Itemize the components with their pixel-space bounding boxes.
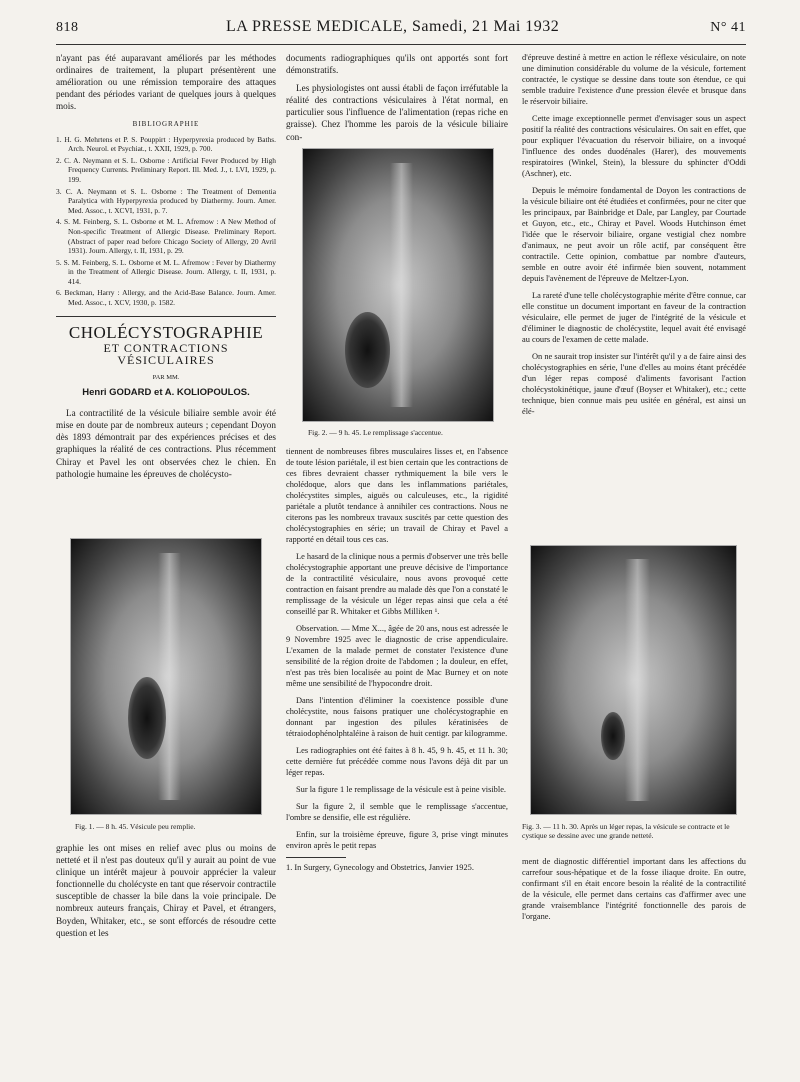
observation-paragraph: Observation. — Mme X..., âgée de 20 ans, nous est adressée le 9 Novembre 1925 avec le diagnostic de crise appendiculaire. L'examen de la malade permet de constater l'existence d'une sensibilité de la région droite de l'abdomen ; la douleur, en effet, n'est pas très bien localisée au point de Mac Burney et on note même une sensibilité de l'hypocondre droit. — [286, 624, 508, 688]
article-paragraph: La rareté d'une telle cholécystographie mérite d'être connue, car elle constitue un document important en faveur de la contraction vésiculaire, elle permet de juger de l'intégrité de la vésicule et d'éliminer le diagnostic de cholécystite, lequel avait été envisagé au cours de l'examen de cette malade. — [522, 291, 746, 344]
bibliography-heading: BIBLIOGRAPHIE — [132, 120, 200, 129]
page-number: 818 — [56, 20, 79, 35]
bibliography-list — [56, 135, 276, 308]
article-paragraph: Les radiographies ont été faites à 8 h. 45, 9 h. 45, et 11 h. 30; cette dernière fut précédée comme nous l'avons déjà dit par un léger repas. — [286, 746, 508, 777]
article-title: CHOLÉCYSTOGRAPHIE — [68, 322, 264, 342]
article-paragraph: ment de diagnostic différentiel important dans les affections du carrefour sous-hépatique et de la fosse iliaque droite. En outre, confirmant s'il en était encore besoin la réalité de la contractilité de la vésicule, elle permet dans certains cas d'affirmer avec une grande vraisemblance l'intégrité fonctionnelle des parois de l'organe. — [522, 857, 746, 921]
article-paragraph: Dans l'intention d'éliminer la coexistence possible d'une cholécystite, nous faisons pratiquer une cholécystographie en donnant par ingestion des pilules kératinisées de tétraiodophénolphtaléine à raison de huit centigr. par kilogramme. — [286, 696, 508, 738]
figure-1-caption: Fig. 1. — 8 h. 45. Vésicule peu remplie. — [75, 822, 196, 831]
section-divider — [56, 316, 276, 317]
article-paragraph: tiennent de nombreuses fibres musculaires lisses et, en l'absence de toute lésion pariétale, il est bien certain que les contractions de ces fibres devraient chasser rythmiquement la bile vers le cholédoque, alors que dans les inflammations pariétales, cholécystites simples, aiguës ou calculeuses, etc., la rigidité pariétale a plutôt tendance à annihiler ces contractions. Nous ne citerons pas les nombreux travaux suscités par cette question des cholécystographies en série; un travail de Chiray et Pavel a rapporté en détail tous ces cas. — [286, 447, 508, 544]
article-paragraph: Depuis le mémoire fondamental de Doyon les contractions de la vésicule biliaire ont été étudiées et confirmées, pour ne citer que les principaux, par Bainbridge et Dale, par Langley, par Courtade et Guyon, etc., etc., Chiray et Pavel. Woods Hutchinson émet l'idée que le réservoir biliaire, organe vestigial chez nombre d'animaux, ne peut avoir un rôle actif, par conséquent être contractile. Cette opinion, combattue par nombre d'auteurs, semble en outre avoir été infirmée bien souvent, notamment depuis l'avènement de l'épreuve de Meltzer-Lyon. — [522, 186, 746, 283]
column-1 — [56, 52, 276, 486]
article-paragraph: On ne saurait trop insister sur l'intérêt qu'il y a de faire ainsi des cholécystographies en série, l'une d'elles au moins étant précédée d'un léger repas composé d'aliments favorisant l'action cholécystokinétique, jaune d'œuf (Boyser et Whitaker), etc.; cette technique, bien connue mais peu usitée en général, est ainsi un élé- — [522, 352, 746, 416]
journal-title: LA PRESSE MEDICALE, Samedi, 21 Mai 1932 — [226, 18, 560, 35]
footnote: 1. In Surgery, Gynecology and Obstetrics, Janvier 1925. — [286, 863, 474, 872]
bibliography-item: 5. S. M. Feinberg, S. L. Osborne et M. L. Afremow : Fever by Diathermy in the Treatment of Allergic Disease. Journ. Allergy, t. II, 1931, p. 414. — [56, 257, 276, 286]
xray-image-2 — [303, 149, 493, 421]
page-header — [56, 18, 746, 44]
figure-3 — [530, 545, 737, 815]
article-authors: Henri GODARD et A. KOLIOPOULOS. — [82, 387, 250, 399]
column-2 — [286, 52, 508, 149]
column-2-bottom — [286, 446, 508, 879]
xray-image-1 — [71, 539, 261, 814]
article-paragraph: d'épreuve destiné à mettre en action le réflexe vésiculaire, on note une diminution considérable du volume de la vésicule, fortement contractée, le cystique se dessine dans toute son étendue, ce qui semble traduire l'existence d'une pression élevée et brusque dans le réservoir biliaire. — [522, 53, 746, 106]
bibliography-item: 6. Beckman, Harry : Allergy, and the Acid-Base Balance. Journ. Amer. Med. Assoc., t. XCV, 1930, p. 1582. — [56, 288, 276, 308]
issue-number: N° 41 — [710, 20, 746, 35]
xray-image-3 — [531, 546, 736, 814]
column-3-bottom — [522, 856, 746, 928]
article-paragraph: Sur la figure 2, il semble que le remplissage s'accentue, l'ombre se densifie, elle est régulière. — [286, 802, 508, 822]
article-paragraph: documents radiographiques qu'ils ont apportés sont fort démonstratifs. — [286, 53, 508, 76]
figure-2-caption: Fig. 2. — 9 h. 45. Le remplissage s'accentue. — [308, 428, 443, 437]
byline-par: PAR MM. — [152, 373, 180, 381]
bibliography-item: 4. S. M. Feinberg, S. L. Osborne et M. L. Afremow : A New Method of Non-specific Treatment of Allergic Disease. Preliminary Report. (Abstract of paper read before Chicago Society of Allergy, 20 Avril 1931). Journ. Allergy, t. II, 1931, p. 29. — [56, 217, 276, 256]
bibliography-item: 2. C. A. Neymann et S. L. Osborne : Artificial Fever Produced by High Frequency Currents. Preliminary Report. Ill. Med. J., t. LVI, 1929, p. 199. — [56, 155, 276, 184]
intro-paragraph: n'ayant pas été auparavant améliorés par les méthodes ordinaires de traitement, la plupart présentèrent une amélioration ou une rémission temporaire des attaques pendant des périodes variant de quelques jours à quelques mois. — [56, 53, 276, 112]
header-rule — [56, 44, 746, 45]
article-paragraph: Sur la figure 1 le remplissage de la vésicule est à peine visible. — [296, 785, 507, 794]
column-1-bottom — [56, 842, 276, 945]
figure-2 — [302, 148, 494, 422]
article-paragraph: graphie les ont mises en relief avec plus ou moins de netteté et il n'est pas douteux qu'il y aurait au point de vue clinique un intérêt majeur à pouvoir apprécier la valeur fonctionnelle du cholécyste en tant que réservoir contractile susceptible de chasser la bile dans la voie principale. De nombreux auteurs français, Chiray et Pavel, et étrangers, Boyden, Whitaker, etc., se sont efforcés de résoudre cette question et les — [56, 843, 276, 938]
article-paragraph: Le hasard de la clinique nous a permis d'observer une très belle cholécystographie apportant une preuve décisive de l'importance de la contractilité vésiculaire, nous avons provoqué cette contraction en faisant prendre au malade dès que l'on a constaté le remplissage de la vésicule un léger repas ainsi que cela a été conseillé par R. Whitaker et Gibbs Milliken ¹. — [286, 552, 508, 616]
article-paragraph: Cette image exceptionnelle permet d'envisager sous un aspect positif la réalité des contractions vésiculaires. On sait en effet, que pour expliquer l'évacuation du réservoir biliaire, on a invoqué l'influence des ondes duodénales (Harer), des mouvements respiratoires (Winkel, Stein), la blessure du sphincter d'Oddi (Aschner), etc. — [522, 114, 746, 178]
article-subtitle: ET CONTRACTIONS VÉSICULAIRES — [103, 340, 229, 367]
footnote-rule — [286, 857, 346, 858]
article-paragraph: Les physiologistes ont aussi établi de façon irréfutable la réalité des contractions vésiculaires à l'état normal, en particulier sous l'influence de l'alimentation (repas riche en graisse). Chez l'homme les parois de la vésicule biliaire con- — [286, 83, 508, 142]
bibliography-item: 1. H. G. Mehrtens et P. S. Pouppirt : Hyperpyrexia produced by Baths. Arch. Neurol. et Psychiat., t. XXII, 1929, p. 700. — [56, 134, 276, 154]
bibliography-item: 3. C. A. Neymann et S. L. Osborne : The Treatment of Dementia Paralytica with Hyperpyrexia produced by Diathermy. Journ. Amer. Med. Assoc., t. XCVI, 1931, p. 7. — [56, 186, 276, 215]
article-paragraph: La contractilité de la vésicule biliaire semble avoir été mise en doute par de nombreux auteurs ; cependant Doyon dès 1893 démontrait par des expériences précises et des graphiques la réalité de ces contractions. Plus récemment Chiray et Pavel les ont observées chez le chien. En pathologie humaine les épreuves de cholécysto- — [56, 408, 276, 479]
figure-3-caption: Fig. 3. — 11 h. 30. Après un léger repas, la vésicule se contracte et le cystique se dessine avec une grande netteté. — [522, 822, 730, 840]
figure-1 — [70, 538, 262, 815]
column-3 — [522, 52, 746, 423]
article-paragraph: Enfin, sur la troisième épreuve, figure 3, prise vingt minutes environ après le petit repas — [286, 830, 508, 850]
